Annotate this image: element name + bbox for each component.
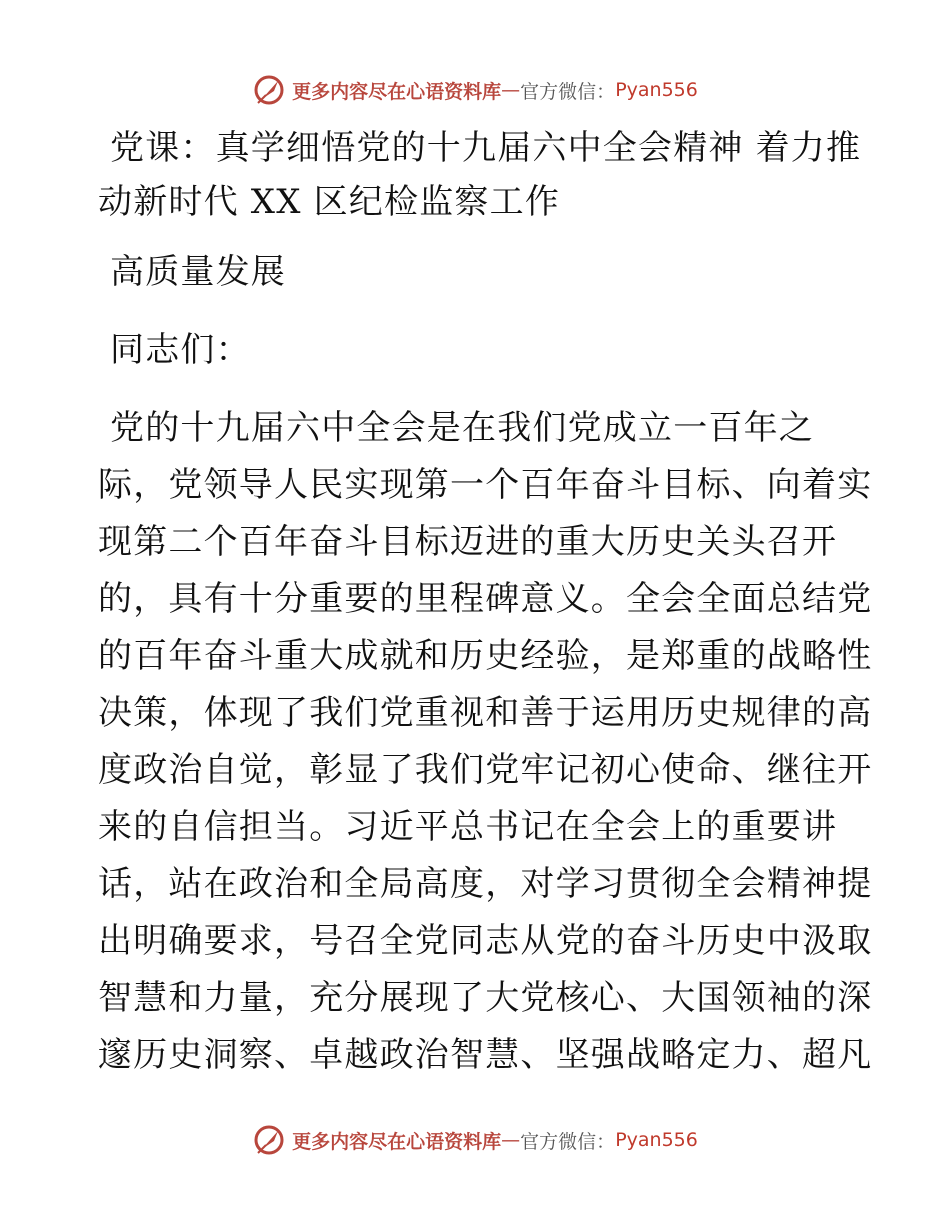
banner-main-text: 更多内容尽在心语资料库 — [292, 80, 502, 103]
banner-wechat-id: Pyan556 — [615, 1129, 698, 1151]
footer-banner — [0, 1120, 950, 1160]
paragraph-line: 邃历史洞察、卓越政治智慧、坚强战略定力、超凡 — [98, 1035, 873, 1075]
paragraph-line: 际，党领导人民实现第一个百年奋斗目标、向着实 — [98, 465, 873, 505]
quill-circle-logo-icon — [252, 1123, 286, 1157]
paragraph-line: 决策，体现了我们党重视和善于运用历史规律的高 — [98, 693, 873, 733]
banner-wechat-label: 官方微信： — [520, 80, 616, 103]
banner-separator: — — [501, 1129, 521, 1151]
paragraph-line: 度政治自觉，彰显了我们党牢记初心使命、继往开 — [98, 750, 873, 790]
paragraph-line: 话，站在政治和全局高度，对学习贯彻全会精神提 — [98, 864, 873, 904]
banner-wechat-label: 官方微信： — [520, 1130, 616, 1153]
banner-separator: — — [501, 79, 521, 101]
document-subtitle: 高质量发展 — [110, 252, 286, 292]
document-title-line-2: 动新时代 XX 区纪检监察工作 — [98, 182, 561, 222]
document-body — [98, 122, 873, 1081]
paragraph-line: 现第二个百年奋斗目标迈进的重大历史关头召开 — [98, 522, 838, 562]
banner-wechat-id: Pyan556 — [615, 79, 698, 101]
paragraph-line: 出明确要求，号召全党同志从党的奋斗历史中汲取 — [98, 921, 873, 961]
document-title-line-1: 党课：真学细悟党的十九届六中全会精神 着力推 — [110, 128, 862, 168]
banner-main-text: 更多内容尽在心语资料库 — [292, 1130, 502, 1153]
paragraph-line: 的，具有十分重要的里程碑意义。全会全面总结党 — [98, 579, 873, 619]
greeting: 同志们： — [110, 330, 251, 370]
paragraph-line: 党的十九届六中全会是在我们党成立一百年之 — [110, 408, 814, 448]
paragraph-line: 的百年奋斗重大成就和历史经验，是郑重的战略性 — [98, 636, 873, 676]
header-banner — [0, 70, 950, 110]
paragraph-line: 智慧和力量，充分展现了大党核心、大国领袖的深 — [98, 978, 873, 1018]
quill-circle-logo-icon — [252, 73, 286, 107]
paragraph-line: 来的自信担当。习近平总书记在全会上的重要讲 — [98, 807, 838, 847]
